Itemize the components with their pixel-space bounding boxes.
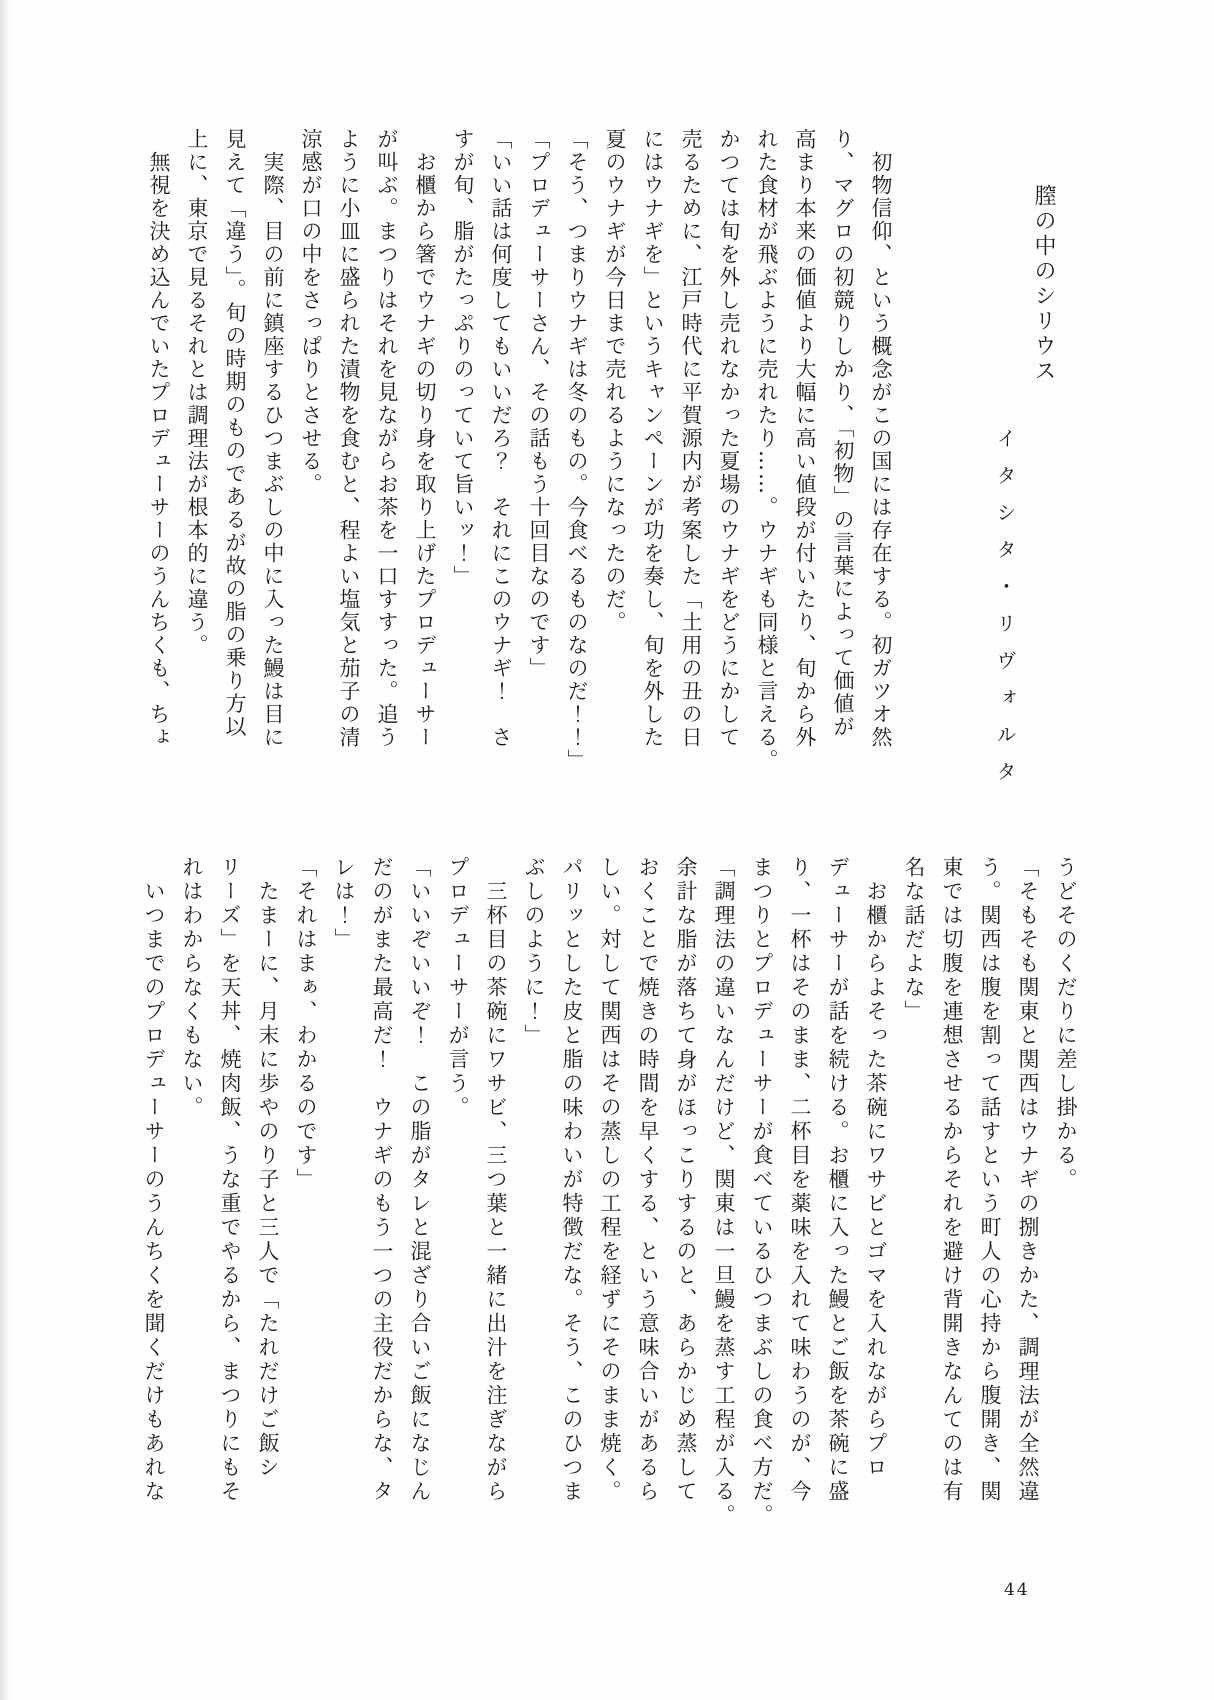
text-column: デューサーが話を続ける。お櫃に入った鰻とご飯を茶碗に盛 xyxy=(826,856,850,1504)
text-column: 「調理法の違いなんだけど、関東は一旦鰻を蒸す工程が入る。 xyxy=(712,856,736,1528)
text-column: 実際、目の前に鎮座するひつまぶしの中に入った鰻は目に xyxy=(261,128,285,749)
author-name: イタシタ・リヴォルタ xyxy=(993,428,1017,798)
text-column: 「そう、つまりウナギは冬のもの。今食べるものなのだ！！」 xyxy=(565,128,589,772)
text-column: 「いい話は何度してもいいだろ？ それにこのウナギ！ さ xyxy=(489,128,513,749)
text-column: 涼感が口の中をさっぱりとさせる。 xyxy=(299,128,323,496)
text-column: かつては旬を外し売れなかった夏場のウナギをどうにかして xyxy=(717,128,741,749)
text-column: う。関西は腹を割って話すという町人の心持から腹開き、関 xyxy=(978,856,1002,1504)
text-column: まつりとプロデューサーが食べているひつまぶしの食べ方だ。 xyxy=(750,856,774,1528)
page-title: 膣の中のシリウス xyxy=(1031,184,1056,384)
text-column: たまーに、月末に歩やのり子と三人で「たれだけご飯シ xyxy=(256,856,280,1480)
text-column: れた食材が飛ぶように売れたり……。ウナギも同様と言える。 xyxy=(755,128,779,772)
text-column: が叫ぶ。まつりはそれを見ながらお茶を一口すすった。追う xyxy=(375,128,399,749)
top-text-block xyxy=(140,128,1062,798)
text-column: ぶしのように！」 xyxy=(522,856,546,1048)
text-column: すが旬、脂がたっぷりのっていて旨いッ！」 xyxy=(451,128,475,588)
text-column: 見えて「違う」。旬の時期のものであるが故の脂の乗り方以 xyxy=(223,128,247,739)
text-column: れはわからなくもない。 xyxy=(180,856,204,1120)
text-column: お櫃から箸でウナギの切り身を取り上げたプロデューサー xyxy=(413,128,437,749)
top-text-columns xyxy=(140,128,900,772)
text-column: 名な話だよな」 xyxy=(902,856,926,1024)
text-column: 「そもそも関東と関西はウナギの捌きかた、調理法が全然違 xyxy=(1016,856,1040,1504)
text-column: しい。対して関西はその蒸しの工程を経ずにそのまま焼く。 xyxy=(598,856,622,1504)
text-column: ように小皿に盛られた漬物を食むと、程よい塩気と茄子の清 xyxy=(337,128,361,749)
page-number: 44 xyxy=(1004,1580,1030,1600)
text-column: うどそのくだりに差し掛かる。 xyxy=(1054,856,1078,1192)
text-column: 「プロデューサーさん、その話もう十回目なのです」 xyxy=(527,128,551,680)
text-column: おくことで焼きの時間を早くする、という意味合いがあるら xyxy=(636,856,660,1504)
text-column: いつまでのプロデューサーのうんちくを聞くだけもあれな xyxy=(142,856,166,1504)
text-column: 夏のウナギが今日まで売れるようになったのだ。 xyxy=(603,128,627,634)
text-column: 高まり本来の価値より大幅に高い値段が付いたり、旬から外 xyxy=(793,128,817,749)
text-column: リーズ」を天丼、焼肉飯、うな重でやるから、まつりにもそ xyxy=(218,856,242,1504)
text-column: だのがまた最高だ！ ウナギのもう一つの主役だからな、タ xyxy=(370,856,394,1504)
text-column: プロデューサーが言う。 xyxy=(446,856,470,1120)
text-column: 「いいぞいいぞ！ この脂がタレと混ざり合いご飯になじん xyxy=(408,856,432,1504)
text-column: レは！」 xyxy=(332,856,356,952)
text-column: 余計な脂が落ちて身がほっこりするのと、あらかじめ蒸して xyxy=(674,856,698,1504)
text-column: 上に、東京で見るそれとは調理法が根本的に違う。 xyxy=(185,128,209,657)
bottom-text-block xyxy=(135,856,1085,1546)
text-column: お櫃からよそった茶碗にワサビとゴマを入れながらプロ xyxy=(864,856,888,1480)
text-column: 三杯目の茶碗にワサビ、三つ葉と一緒に出汁を注ぎながら xyxy=(484,856,508,1504)
text-column: 東では切腹を連想させるからそれを避け背開きなんてのは有 xyxy=(940,856,964,1504)
text-column: 売るために、江戸時代に平賀源内が考案した「土用の丑の日 xyxy=(679,128,703,749)
text-column: パリッとした皮と脂の味わいが特徴だな。そう、このひつま xyxy=(560,856,584,1504)
scan-edge-shadow xyxy=(0,0,10,1700)
text-column: にはウナギを」というキャンペーンが功を奏し、旬を外した xyxy=(641,128,665,749)
text-column: 無視を決め込んでいたプロデューサーのうんちくも、ちょ xyxy=(147,128,171,749)
text-column: 「それはまぁ、わかるのです」 xyxy=(294,856,318,1192)
text-column: 初物信仰、という概念がこの国には存在する。初ガツオ然 xyxy=(869,128,893,749)
text-column: り、一杯はそのまま、二杯目を薬味を入れて味わうのが、今 xyxy=(788,856,812,1504)
text-column: り、マグロの初競りしかり、「初物」の言葉によって価値が xyxy=(831,128,855,739)
